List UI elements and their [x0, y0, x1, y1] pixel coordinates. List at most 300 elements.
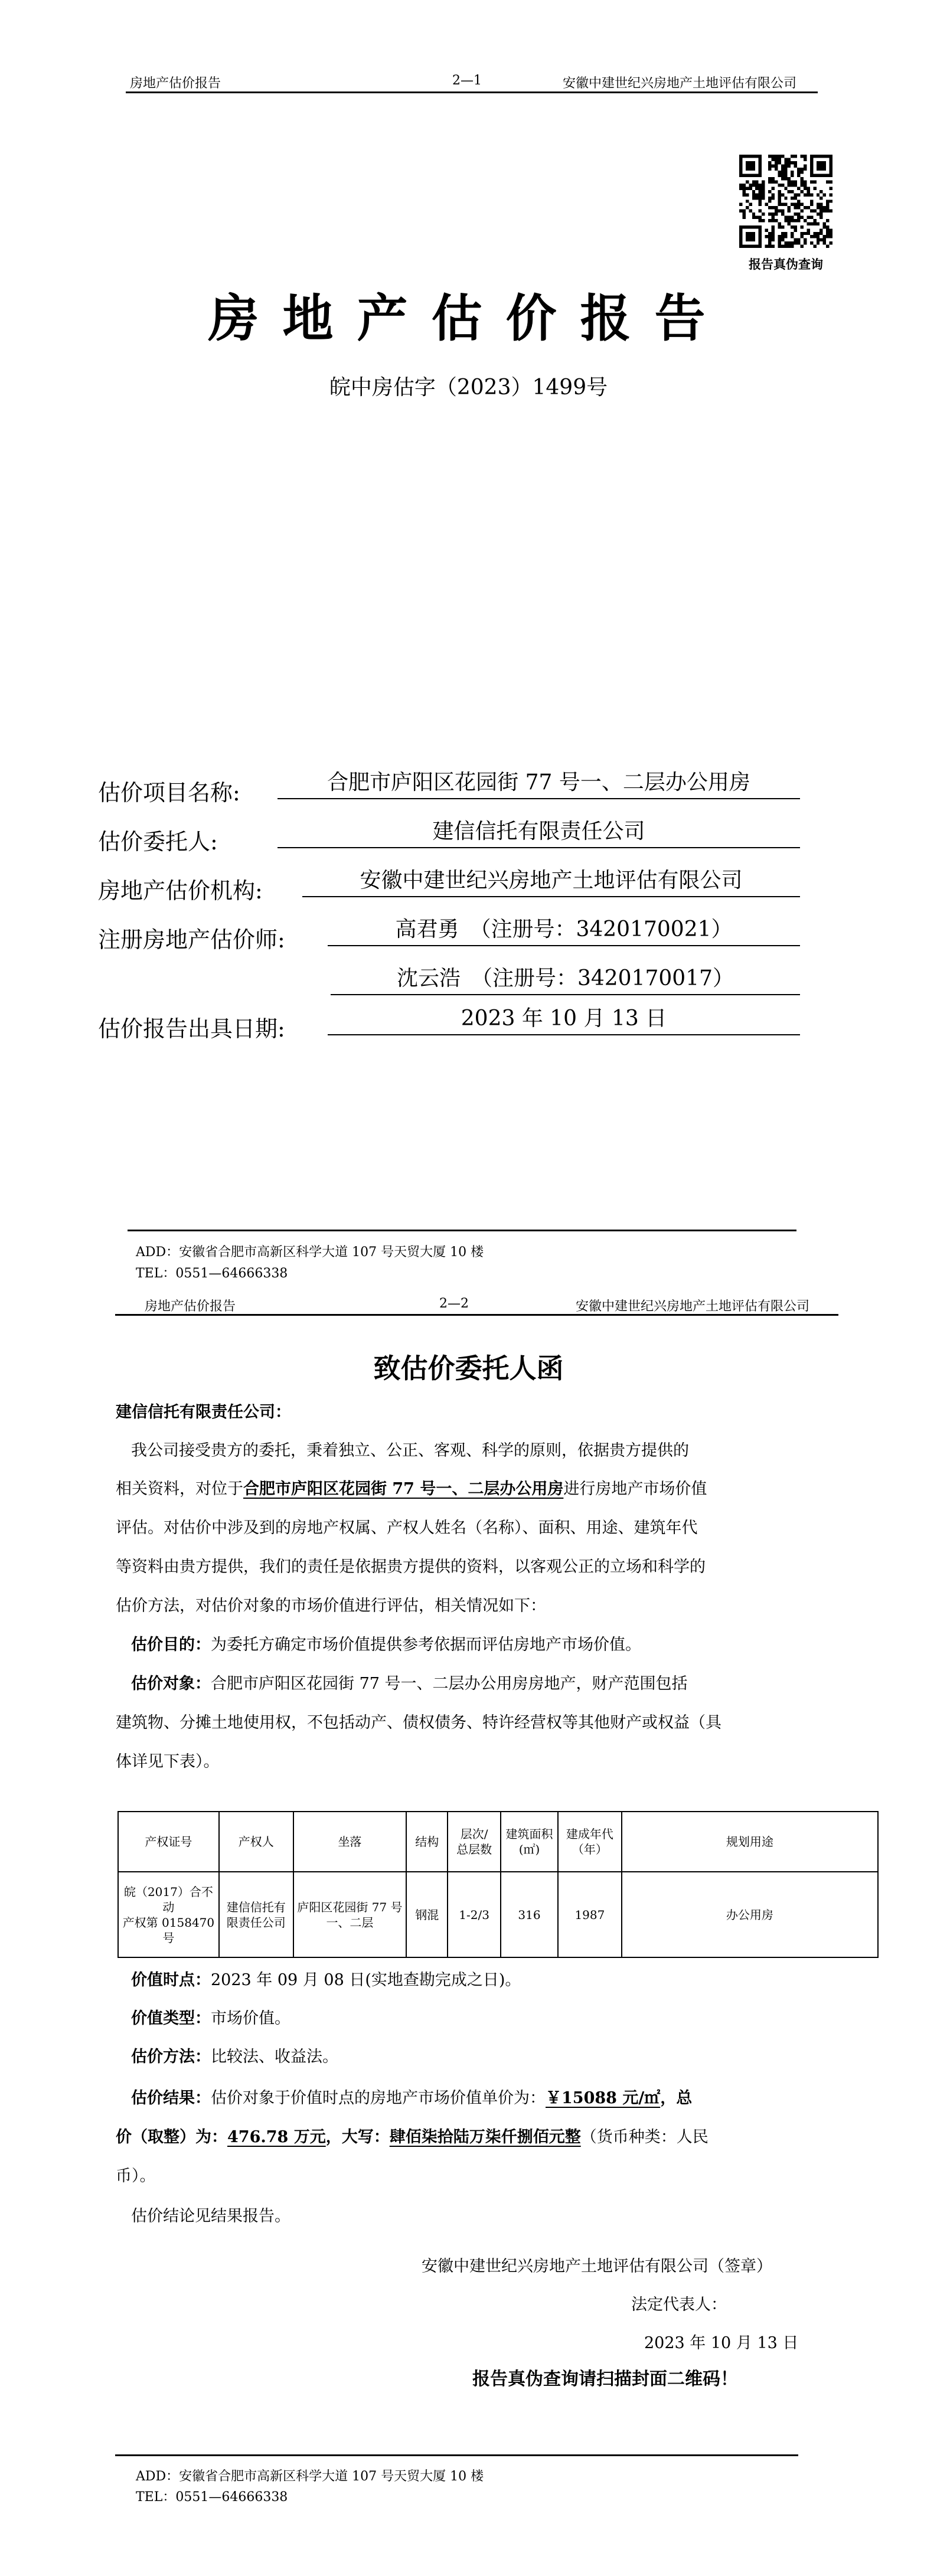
- qr-module: [823, 168, 826, 171]
- qr-module: [804, 158, 807, 161]
- qr-module: [784, 168, 787, 171]
- qr-module: [749, 174, 752, 177]
- intro-line-5: 估价方法，对估价对象的市场价值进行评估，相关情况如下：: [116, 1597, 546, 1615]
- qr-module: [826, 235, 829, 238]
- qr-module: [820, 161, 822, 164]
- qr-module: [742, 193, 745, 196]
- object-line-2: 建筑物、分摊土地使用权，不包括动产、债权债务、特许经营权等其他财产或权益（具: [116, 1714, 721, 1732]
- qr-module: [775, 164, 778, 167]
- qr-module: [820, 228, 822, 231]
- qr-module: [742, 225, 745, 228]
- qr-module: [820, 213, 822, 215]
- qr-module: [784, 245, 787, 248]
- qr-module: [794, 164, 797, 167]
- result-label: 估价结果：: [131, 2089, 211, 2107]
- cover-title: 房地产估价报告: [208, 289, 729, 348]
- qr-code-icon[interactable]: [739, 155, 832, 248]
- qr-module: [771, 213, 774, 215]
- qr-module: [820, 197, 822, 200]
- qr-module: [791, 235, 794, 238]
- qr-module: [791, 155, 794, 158]
- header-rule: [115, 1314, 838, 1316]
- qr-module: [771, 235, 774, 238]
- qr-module: [791, 181, 794, 184]
- qr-module: [801, 225, 804, 228]
- footer-address: ADD：安徽省合肥市高新区科学大道 107 号天贸大厦 10 楼: [136, 2469, 484, 2484]
- table-cell: 钢混: [406, 1872, 448, 1957]
- qr-module: [752, 197, 755, 200]
- qr-module: [801, 168, 804, 171]
- qr-module: [804, 232, 807, 235]
- qr-module: [794, 206, 797, 209]
- qr-module: [771, 187, 774, 189]
- field-value-appraiser-1: 高君勇 （注册号：3420170021）: [328, 916, 800, 946]
- result-text-5: （货币种类：人民: [580, 2128, 709, 2146]
- qr-module: [810, 216, 813, 219]
- qr-module: [771, 158, 774, 161]
- qr-module: [784, 158, 787, 161]
- qr-module: [804, 181, 807, 184]
- qr-module: [762, 197, 765, 200]
- qr-module: [823, 235, 826, 238]
- qr-module: [823, 164, 826, 167]
- qr-module: [755, 174, 758, 177]
- qr-module: [810, 203, 813, 206]
- field-value-agency: 安徽中建世纪兴房地产土地评估有限公司: [302, 867, 800, 897]
- qr-module: [752, 238, 755, 241]
- qr-module: [739, 158, 742, 161]
- qr-module: [830, 181, 832, 184]
- qr-module: [801, 190, 804, 193]
- qr-module: [823, 161, 826, 164]
- qr-module: [771, 232, 774, 235]
- qr-module: [830, 235, 832, 238]
- qr-module: [810, 235, 813, 238]
- qr-module: [762, 187, 765, 189]
- qr-module: [778, 238, 781, 241]
- qr-module: [788, 190, 791, 193]
- qr-module: [813, 174, 816, 177]
- qr-module: [739, 171, 742, 174]
- qr-module: [830, 155, 832, 158]
- qr-module: [784, 161, 787, 164]
- qr-module: [739, 235, 742, 238]
- table-cell: 办公用房: [622, 1872, 878, 1957]
- qr-module: [788, 184, 791, 187]
- qr-module: [797, 241, 800, 244]
- qr-module: [755, 155, 758, 158]
- qr-module: [788, 219, 791, 222]
- value-type-value: 市场价值。: [211, 2009, 290, 2028]
- intro-line-4: 等资料由贵方提供，我们的责任是依据贵方提供的资料，以客观公正的立场和科学的: [116, 1558, 706, 1576]
- qr-module: [807, 193, 809, 196]
- qr-module: [752, 235, 755, 238]
- qr-module: [746, 181, 749, 184]
- qr-module: [746, 238, 749, 241]
- qr-module: [801, 177, 804, 180]
- qr-module: [749, 238, 752, 241]
- qr-module: [775, 219, 778, 222]
- qr-module: [752, 216, 755, 219]
- qr-module: [794, 203, 797, 206]
- qr-module: [778, 225, 781, 228]
- qr-module: [746, 174, 749, 177]
- qr-module: [759, 193, 762, 196]
- qr-module: [739, 210, 742, 213]
- qr-module: [784, 232, 787, 235]
- qr-module: [768, 161, 771, 164]
- qr-module: [768, 245, 771, 248]
- qr-module: [810, 164, 813, 167]
- qr-module: [752, 161, 755, 164]
- qr-module: [817, 203, 820, 206]
- qr-module: [746, 235, 749, 238]
- qr-module: [765, 235, 768, 238]
- qr-module: [823, 155, 826, 158]
- qr-module: [810, 155, 813, 158]
- qr-module: [810, 193, 813, 196]
- qr-module: [797, 203, 800, 206]
- qr-module: [810, 222, 813, 225]
- object-line-1: [131, 1665, 688, 1704]
- qr-module: [781, 235, 784, 238]
- qr-module: [768, 164, 771, 167]
- report-number: 皖中房估字（2023）1499号: [329, 375, 608, 400]
- footer-rule: [115, 2454, 798, 2456]
- qr-module: [813, 187, 816, 189]
- qr-module: [778, 155, 781, 158]
- qr-module: [810, 210, 813, 213]
- qr-module: [823, 206, 826, 209]
- qr-module: [794, 225, 797, 228]
- field-label-project: 估价项目名称:: [98, 780, 240, 806]
- footer-tel: TEL：0551—64666338: [136, 2490, 288, 2505]
- qr-module: [739, 187, 742, 189]
- purpose: [131, 1626, 641, 1665]
- qr-module: [794, 184, 797, 187]
- qr-module: [820, 232, 822, 235]
- qr-module: [771, 238, 774, 241]
- qr-module: [820, 210, 822, 213]
- qr-module: [739, 241, 742, 244]
- qr-module: [759, 235, 762, 238]
- qr-module: [788, 206, 791, 209]
- qr-module: [755, 216, 758, 219]
- qr-module: [775, 181, 778, 184]
- qr-module: [768, 181, 771, 184]
- qr-module: [801, 235, 804, 238]
- qr-module: [742, 245, 745, 248]
- qr-module: [759, 228, 762, 231]
- qr-module: [820, 190, 822, 193]
- qr-module: [788, 181, 791, 184]
- qr-module: [820, 168, 822, 171]
- qr-module: [746, 155, 749, 158]
- qr-module: [830, 210, 832, 213]
- qr-module: [781, 232, 784, 235]
- qr-module: [823, 174, 826, 177]
- table-header-cell: 规划用途: [622, 1812, 878, 1872]
- qr-module: [752, 225, 755, 228]
- qr-module: [820, 216, 822, 219]
- qr-module: [813, 210, 816, 213]
- qr-module: [771, 219, 774, 222]
- qr-module: [746, 193, 749, 196]
- qr-module: [739, 245, 742, 248]
- qr-module: [768, 155, 771, 158]
- table-cell: 316: [501, 1872, 558, 1957]
- qr-module: [813, 245, 816, 248]
- qr-module: [778, 190, 781, 193]
- qr-module: [820, 174, 822, 177]
- qr-module: [778, 174, 781, 177]
- qr-module: [797, 213, 800, 215]
- qr-module: [791, 219, 794, 222]
- qr-module: [739, 203, 742, 206]
- qr-module: [742, 190, 745, 193]
- qr-module: [749, 245, 752, 248]
- footer-tel: TEL：0551—64666338: [136, 1266, 288, 1281]
- qr-module: [749, 184, 752, 187]
- qr-module: [791, 171, 794, 174]
- result-line-1: [131, 2079, 692, 2118]
- qr-module: [784, 203, 787, 206]
- qr-module: [759, 168, 762, 171]
- qr-module: [810, 200, 813, 202]
- field-label-date: 估价报告出具日期:: [98, 1016, 285, 1042]
- header-page-number: 2—1: [452, 73, 482, 88]
- qr-module: [739, 232, 742, 235]
- qr-module: [768, 206, 771, 209]
- qr-module: [794, 228, 797, 231]
- qr-module: [775, 213, 778, 215]
- qr-module: [762, 213, 765, 215]
- table-header-cell: 建成年代 （年）: [558, 1812, 622, 1872]
- qr-module: [801, 210, 804, 213]
- field-value-client: 建信信托有限责任公司: [277, 818, 800, 848]
- qr-module: [781, 164, 784, 167]
- qr-module: [794, 219, 797, 222]
- qr-module: [781, 171, 784, 174]
- qr-module: [807, 228, 809, 231]
- qr-module: [810, 168, 813, 171]
- field-value-appraiser-2: 沈云浩 （注册号：3420170017）: [331, 965, 800, 995]
- qr-module: [752, 164, 755, 167]
- qr-module: [810, 181, 813, 184]
- qr-module: [797, 238, 800, 241]
- qr-module: [752, 213, 755, 215]
- qr-module: [826, 200, 829, 202]
- qr-module: [749, 235, 752, 238]
- qr-module: [778, 161, 781, 164]
- qr-module: [771, 164, 774, 167]
- qr-module: [784, 219, 787, 222]
- qr-module: [778, 245, 781, 248]
- qr-module: [775, 161, 778, 164]
- qr-module: [817, 155, 820, 158]
- qr-module: [830, 228, 832, 231]
- qr-module: [778, 222, 781, 225]
- qr-module: [820, 238, 822, 241]
- qr-module: [826, 155, 829, 158]
- qr-module: [749, 168, 752, 171]
- qr-module: [801, 216, 804, 219]
- qr-module: [817, 222, 820, 225]
- qr-module: [739, 184, 742, 187]
- qr-module: [791, 184, 794, 187]
- qr-module: [826, 232, 829, 235]
- qr-module: [830, 161, 832, 164]
- qr-module: [797, 187, 800, 189]
- table-cell: 1-2/3: [448, 1872, 501, 1957]
- qr-module: [781, 193, 784, 196]
- qr-module: [801, 184, 804, 187]
- table-row: [118, 1872, 878, 1957]
- qr-module: [778, 193, 781, 196]
- qr-module: [794, 161, 797, 164]
- qr-module: [759, 210, 762, 213]
- qr-module: [810, 241, 813, 244]
- qr-module: [797, 168, 800, 171]
- verify-note: 报告真伪查询请扫描封面二维码！: [472, 2369, 738, 2389]
- qr-module: [794, 193, 797, 196]
- intro-line-2: [116, 1470, 707, 1509]
- qr-module: [775, 168, 778, 171]
- total-value: 476.78 万元: [227, 2128, 326, 2146]
- purpose-label: 估价目的：: [131, 1636, 211, 1654]
- value-date-label: 价值时点：: [131, 1971, 211, 1989]
- qr-module: [749, 232, 752, 235]
- object-value: 合肥市庐阳区花园街 77 号一、二层办公用房房地产，财产范围包括: [211, 1675, 688, 1693]
- qr-module: [820, 206, 822, 209]
- qr-module: [784, 241, 787, 244]
- qr-module: [781, 245, 784, 248]
- header-page-number: 2—2: [439, 1296, 469, 1311]
- qr-module: [788, 158, 791, 161]
- qr-module: [804, 164, 807, 167]
- qr-module: [771, 181, 774, 184]
- qr-module: [771, 216, 774, 219]
- qr-module: [755, 184, 758, 187]
- qr-module: [746, 161, 749, 164]
- qr-module: [784, 164, 787, 167]
- header-right: 安徽中建世纪兴房地产土地评估有限公司: [563, 76, 797, 91]
- qr-module: [830, 187, 832, 189]
- table-header-cell: 产权证号: [118, 1812, 219, 1872]
- qr-module: [788, 210, 791, 213]
- qr-module: [749, 161, 752, 164]
- qr-module: [801, 155, 804, 158]
- qr-module: [813, 155, 816, 158]
- table-cell: 庐阳区花园街 77 号 一、二层: [293, 1872, 407, 1957]
- qr-module: [801, 171, 804, 174]
- header-left: 房地产估价报告: [145, 1299, 236, 1314]
- qr-module: [788, 177, 791, 180]
- purpose-value: 为委托方确定市场价值提供参考依据而评估房地产市场价值。: [211, 1636, 641, 1654]
- qr-module: [739, 225, 742, 228]
- qr-module: [742, 213, 745, 215]
- qr-module: [749, 203, 752, 206]
- result-text-1: 估价对象于价值时点的房地产市场价值单价为：: [211, 2089, 546, 2107]
- qr-module: [804, 168, 807, 171]
- object-label: 估价对象：: [131, 1675, 211, 1693]
- qr-module: [791, 190, 794, 193]
- qr-module: [768, 213, 771, 215]
- qr-module: [781, 174, 784, 177]
- qr-module: [817, 174, 820, 177]
- unit-price: ￥15088 元/㎡: [546, 2089, 661, 2107]
- qr-module: [771, 155, 774, 158]
- table-header-cell: 结构: [406, 1812, 448, 1872]
- qr-module: [759, 187, 762, 189]
- field-value-project: 合肥市庐阳区花园街 77 号一、二层办公用房: [277, 769, 800, 799]
- qr-module: [759, 164, 762, 167]
- qr-module: [778, 158, 781, 161]
- qr-module: [791, 225, 794, 228]
- qr-module: [807, 222, 809, 225]
- qr-module: [775, 206, 778, 209]
- signature-date: 2023 年 10 月 13 日: [644, 2334, 799, 2352]
- qr-module: [771, 225, 774, 228]
- intro-line-1: 我公司接受贵方的委托，秉着独立、公正、客观、科学的原则，依据贵方提供的: [131, 1441, 689, 1460]
- qr-module: [752, 245, 755, 248]
- table-header-cell: 产权人: [219, 1812, 293, 1872]
- result-text-3: 价（取整）为：: [116, 2128, 227, 2146]
- qr-module: [826, 203, 829, 206]
- qr-module: [768, 168, 771, 171]
- qr-module: [778, 241, 781, 244]
- qr-module: [768, 177, 771, 180]
- qr-module: [794, 241, 797, 244]
- qr-module: [817, 206, 820, 209]
- qr-module: [820, 164, 822, 167]
- qr-module: [784, 174, 787, 177]
- qr-module: [749, 155, 752, 158]
- qr-module: [804, 184, 807, 187]
- qr-module: [823, 238, 826, 241]
- qr-module: [752, 181, 755, 184]
- table-header-row: [118, 1812, 878, 1872]
- qr-module: [801, 203, 804, 206]
- qr-module: [784, 235, 787, 238]
- qr-module: [771, 177, 774, 180]
- qr-module: [807, 216, 809, 219]
- qr-module: [791, 232, 794, 235]
- qr-module: [778, 210, 781, 213]
- qr-module: [817, 232, 820, 235]
- qr-module: [820, 155, 822, 158]
- intro-line-2-pre: 相关资料，对位于: [116, 1480, 243, 1498]
- qr-module: [742, 155, 745, 158]
- qr-module: [794, 197, 797, 200]
- qr-module: [768, 200, 771, 202]
- qr-module: [801, 232, 804, 235]
- qr-module: [788, 241, 791, 244]
- qr-module: [759, 171, 762, 174]
- qr-module: [752, 155, 755, 158]
- qr-module: [781, 203, 784, 206]
- qr-module: [817, 213, 820, 215]
- qr-module: [813, 181, 816, 184]
- qr-module: [826, 225, 829, 228]
- qr-module: [778, 184, 781, 187]
- qr-module: [813, 232, 816, 235]
- qr-module: [784, 216, 787, 219]
- qr-module: [746, 164, 749, 167]
- qr-module: [762, 184, 765, 187]
- qr-module: [826, 245, 829, 248]
- qr-module: [781, 184, 784, 187]
